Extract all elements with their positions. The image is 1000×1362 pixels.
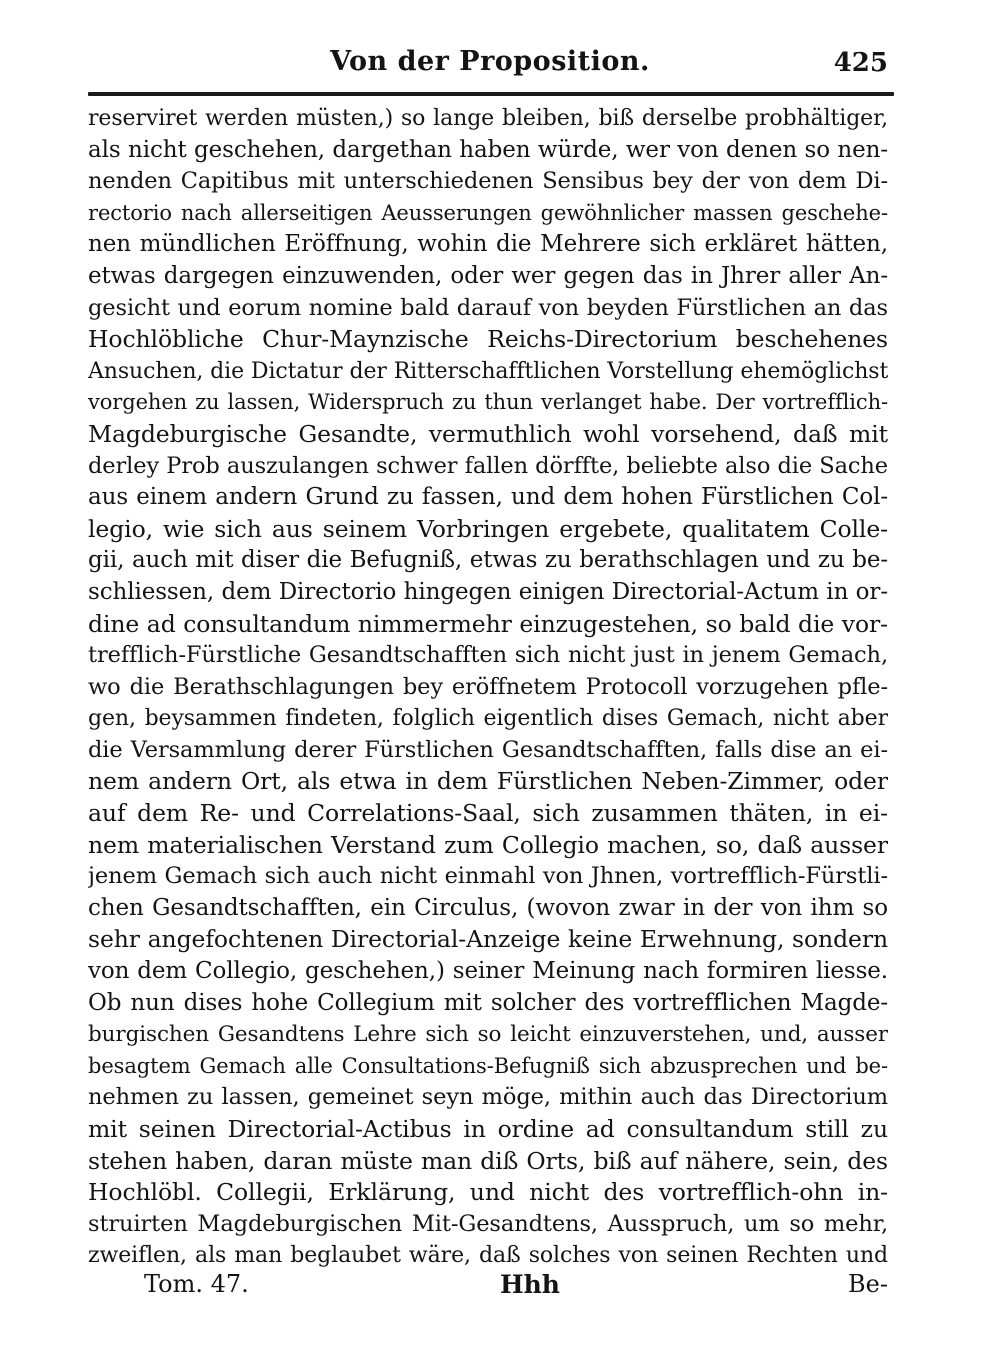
text-line: gen, beysammen findeten, folglich eigentlich dises Gemach, nicht aber <box>88 706 888 732</box>
text-line: von dem Collegio, geschehen,) seiner Meinung nach formiren liesse. <box>88 958 888 985</box>
text-line: zweiflen, als man beglaubet wäre, daß solches von seinen Rechten und <box>88 1243 888 1269</box>
text-line: nehmen zu lassen, gemeinet seyn möge, mithin auch das Directorium <box>88 1084 888 1111</box>
text-line: nenden Capitibus mit unterschiedenen Sensibus bey der von dem Di- <box>88 168 888 195</box>
text-line: auf dem Re- und Correlations-Saal, sich zusammen thäten, in ei- <box>88 799 888 828</box>
text-line: derley Prob auszulangen schwer fallen dörffte, beliebte also die Sache <box>88 452 888 479</box>
text-line: als nicht geschehen, dargethan haben würde, wer von denen so nen- <box>88 136 888 163</box>
text-line: Ansuchen, die Dictatur der Ritterschafftlichen Vorstellung ehemöglichst <box>88 358 888 384</box>
text-line: dine ad consultandum nimmermehr einzugestehen, so bald die vor- <box>88 609 888 638</box>
text-line: Magdeburgische Gesandte, vermuthlich wohl vorsehend, daß mit <box>88 419 888 448</box>
text-line: besagtem Gemach alle Consultations-Befugniß sich abzusprechen und be- <box>88 1053 888 1078</box>
text-line: wo die Berathschlagungen bey eröffnetem Protocoll vorzugehen pfle- <box>88 673 888 700</box>
text-line: legio, wie sich aus seinem Vorbringen ergebete, qualitatem Colle- <box>88 514 888 543</box>
text-line: vorgehen zu lassen, Widerspruch zu thun verlanget habe. Der vortrefflich- <box>88 390 888 415</box>
volume-mark: Tom. 47. <box>144 1270 249 1298</box>
page-footer <box>88 1270 888 1306</box>
header-rule <box>88 92 894 96</box>
text-line: stehen haben, daran müste man diß Orts, biß auf nähere, sein, des <box>88 1146 888 1175</box>
text-line: Hochlöbliche Chur-Maynzische Reichs-Directorium beschehenes <box>88 325 888 354</box>
text-line: schliessen, dem Directorio hingegen einigen Directorial-Actum in or- <box>88 578 888 605</box>
text-line: die Versammlung derer Fürstlichen Gesandtschafften, falls dise an ei- <box>88 736 888 763</box>
page-number: 425 <box>833 48 888 78</box>
text-line: gii, auch mit diser die Befugniß, etwas zu berathschlagen und zu be- <box>88 547 888 574</box>
text-line: nem andern Ort, als etwa in dem Fürstlichen Neben-Zimmer, oder <box>88 767 888 796</box>
text-line: etwas dargegen einzuwenden, oder wer gegen das in Jhrer aller An- <box>88 262 888 289</box>
text-line: aus einem andern Grund zu fassen, und dem hohen Fürstlichen Col- <box>88 484 888 511</box>
text-line: sehr angefochtenen Directorial-Anzeige keine Erwehnung, sondern <box>88 925 888 954</box>
body-text <box>88 103 888 1272</box>
page-title: Von der Proposition. <box>330 46 650 77</box>
text-line: nen mündlichen Eröffnung, wohin die Mehrere sich erkläret hätten, <box>88 231 888 258</box>
signature-mark: Hhh <box>500 1270 560 1299</box>
text-line: jenem Gemach sich auch nicht einmahl von Jhnen, vortrefflich-Fürstli- <box>88 863 888 890</box>
text-line: trefflich-Fürstliche Gesandtschafften sich nicht just in jenem Gemach, <box>88 642 888 669</box>
text-line: rectorio nach allerseitigen Aeusserungen gewöhnlicher massen geschehe- <box>88 200 888 225</box>
catchword: Be- <box>848 1270 888 1298</box>
text-line: burgischen Gesandtens Lehre sich so leicht einzuverstehen, und, ausser <box>88 1022 888 1048</box>
text-line: Hochlöbl. Collegii, Erklärung, und nicht des vortrefflich-ohn in- <box>88 1178 888 1207</box>
text-line: nem materialischen Verstand zum Collegio machen, so, daß ausser <box>88 830 888 859</box>
text-line: Ob nun dises hohe Collegium mit solcher des vortrefflichen Magde- <box>88 989 888 1016</box>
text-line: mit seinen Directorial-Actibus in ordine ad consultandum still zu <box>88 1115 888 1143</box>
text-line: chen Gesandtschafften, ein Circulus, (wovon zwar in der von ihm so <box>88 894 888 921</box>
text-line: struirten Magdeburgischen Mit-Gesandtens, Ausspruch, um so mehr, <box>88 1210 888 1237</box>
running-head <box>90 38 890 88</box>
text-line: gesicht und eorum nomine bald darauf von beyden Fürstlichen an das <box>88 294 888 321</box>
text-line: reserviret werden müsten,) so lange bleiben, biß derselbe probhältiger, <box>88 106 888 131</box>
